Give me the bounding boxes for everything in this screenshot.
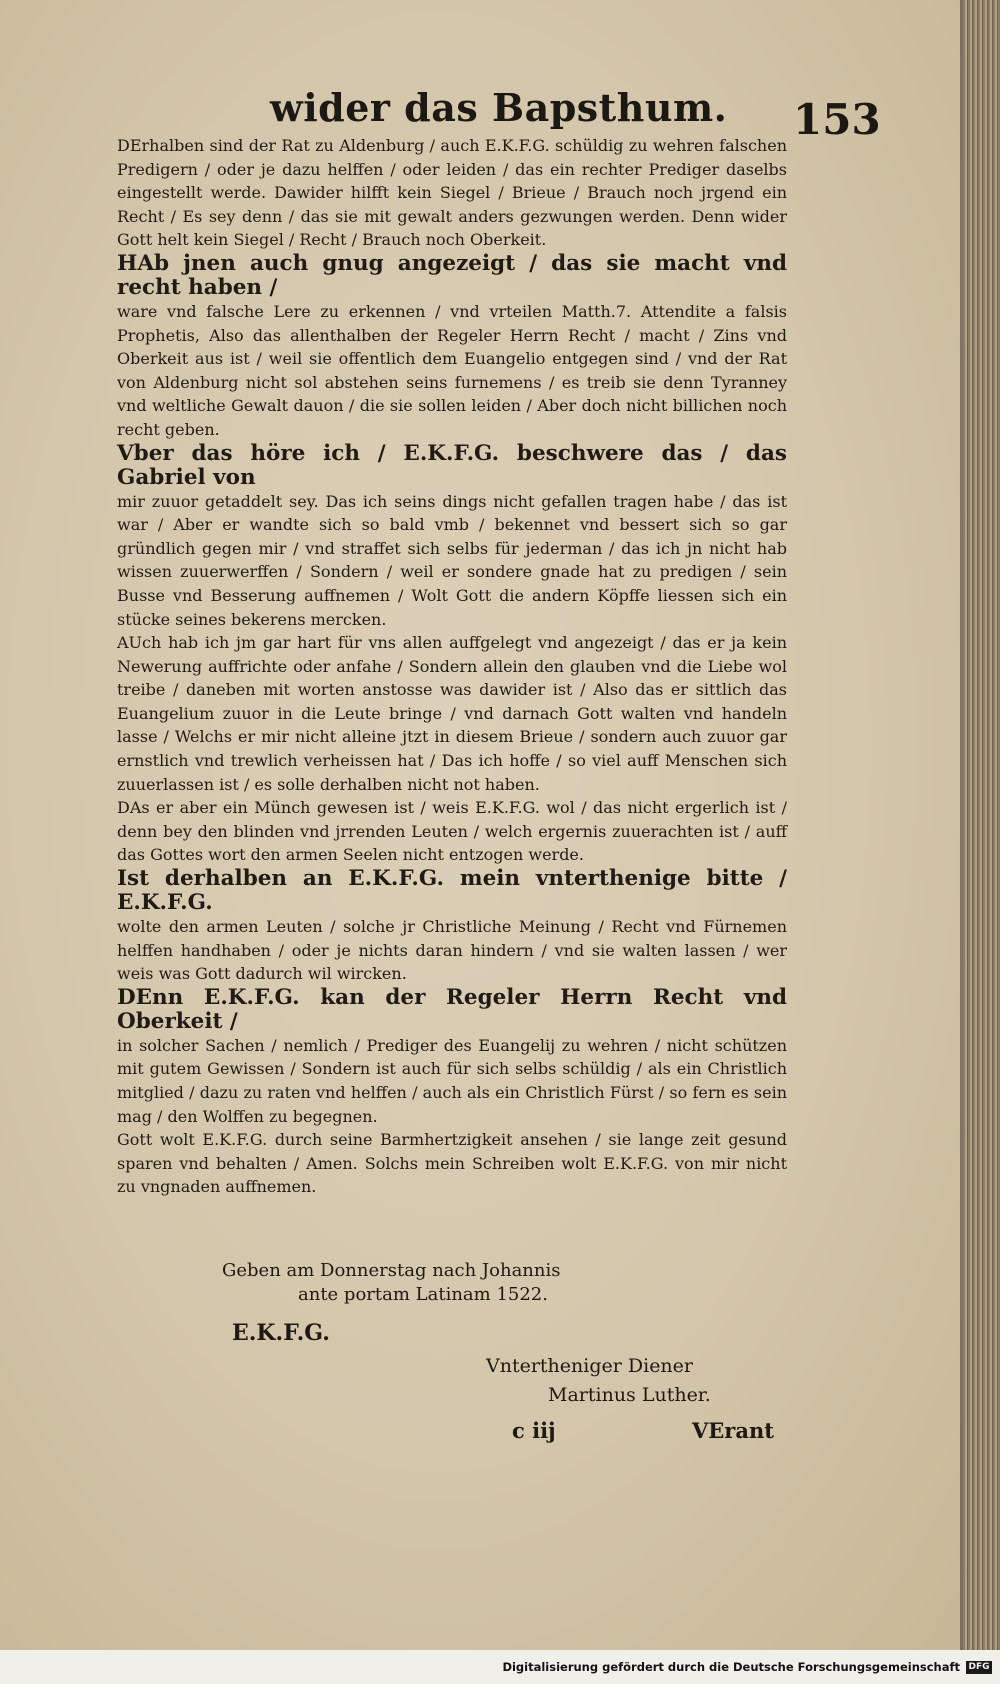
signature-block bbox=[486, 1352, 826, 1410]
lead-paragraph: Vber das höre ich / E.K.F.G. beschwere das / das Gabriel von bbox=[117, 440, 787, 490]
paragraph: in solcher Sachen / nemlich / Prediger des Euangelij zu wehren / nicht schützen mit gutem Gewissen / Sondern ist auch für sich selbs schüldig / als ein Christlich mitglied / dazu zu raten vnd helffen / auch als ein Christlich Fürst / so fern es sein mag / den Wolffen zu begegnen. bbox=[117, 1035, 787, 1126]
signature-line-1: Vntertheniger Diener bbox=[486, 1355, 693, 1377]
paragraph: AUch hab ich jm gar hart für vns allen auffgelegt vnd angezeigt / das er ja kein Newerung auffrichte oder anfahe / Sondern allein den glauben vnd die Liebe wol treibe / daneben mit worten anstosse was dawider ist / Also das er sittlich das Euangelium zuuor in die Leute bringe / vnd darnach Gott walten vnd handeln lasse / Welchs er mir nicht alleine jtzt in diesem Brieue / sondern auch zuuor gar ernstlich vnd trewlich verheissen hat / Das ich hoffe / so viel auff Menschen sich zuuerlassen ist / es solle derhalben nicht not haben. bbox=[117, 633, 787, 794]
dfg-logo-icon: DFG bbox=[966, 1661, 992, 1674]
lead-paragraph: HAb jnen auch gnug angezeigt / das sie macht vnd recht haben / bbox=[117, 250, 787, 300]
dateline bbox=[222, 1259, 662, 1307]
salutation: E.K.F.G. bbox=[232, 1320, 330, 1346]
running-head: wider das Bapsthum. bbox=[270, 85, 728, 130]
lead-paragraph: Ist derhalben an E.K.F.G. mein vnterthenige bitte / E.K.F.G. bbox=[117, 866, 787, 916]
signature-line-2: Martinus Luther. bbox=[548, 1384, 711, 1406]
dateline-line-1: Geben am Donnerstag nach Johannis bbox=[222, 1260, 561, 1281]
footer bbox=[502, 1657, 992, 1677]
page-number: 153 bbox=[793, 95, 881, 144]
paragraph: DErhalben sind der Rat zu Aldenburg / auch E.K.F.G. schüldig zu wehren falschen Predigern / oder je dazu helffen / oder leiden / das ein rechter Prediger daselbs eingestellt werde. Dawider hilfft kein Siegel / Brieue / Brauch noch jrgend ein Recht / Es sey denn / das sie mit gewalt anders gezwungen werden. Denn wider Gott helt kein Siegel / Recht / Brauch noch Oberkeit. bbox=[117, 136, 787, 250]
dateline-line-2: ante portam Latinam 1522. bbox=[298, 1284, 548, 1305]
book-page-edges bbox=[963, 0, 1000, 1650]
printer-signature-mark: c iij bbox=[512, 1418, 556, 1443]
paragraph: mir zuuor getaddelt sey. Das ich seins dings nicht gefallen tragen habe / das ist war / Aber er wandte sich so bald vmb / bekennet vnd bessert sich so gar gründlich gegen mir / vnd straffet sich selbs für jederman / das ich jn nicht hab wissen zuuerwerffen / Sondern / weil er sondere gnade hat zu predigen / sein Busse vnd Besserung auffnemen / Wolt Gott die andern Köpffe liessen sich ein stücke seines bekerens mercken. bbox=[117, 491, 787, 629]
paragraph: wolte den armen Leuten / solche jr Christliche Meinung / Recht vnd Fürnemen helffen handhaben / oder je nichts daran hindern / vnd sie walten lassen / wer weis was Gott dadurch wil wircken. bbox=[117, 917, 787, 984]
footer-text: Digitalisierung gefördert durch die Deutsche Forschungsgemeinschaft bbox=[502, 1660, 960, 1674]
paragraph: Gott wolt E.K.F.G. durch seine Barmhertzigkeit ansehen / sie lange zeit gesund sparen vnd behalten / Amen. Solchs mein Schreiben wolt E.K.F.G. von mir nicht zu vngnaden auffnemen. bbox=[117, 1130, 787, 1197]
lead-paragraph: DEnn E.K.F.G. kan der Regeler Herrn Recht vnd Oberkeit / bbox=[117, 984, 787, 1034]
body-text bbox=[117, 134, 787, 1199]
paragraph: DAs er aber ein Münch gewesen ist / weis E.K.F.G. wol / das nicht ergerlich ist / denn bey den blinden vnd jrrenden Leuten / welch ergernis zuuerachten ist / auff das Gottes wort den armen Seelen nicht entzogen werde. bbox=[117, 798, 787, 865]
paragraph: ware vnd falsche Lere zu erkennen / vnd vrteilen Matth.7. Attendite a falsis Prophetis, Also das allenthalben der Regeler Herrn Recht / macht / Zins vnd Oberkeit aus ist / weil sie offentlich dem Euangelio entgegen sind / vnd der Rat von Aldenburg nicht sol abstehen seins furnemens / es treib sie denn Tyranney vnd weltliche Gewalt dauon / die sie sollen leiden / Aber doch nicht billichen noch recht geben. bbox=[117, 301, 787, 439]
catchword: VErant bbox=[692, 1418, 774, 1443]
